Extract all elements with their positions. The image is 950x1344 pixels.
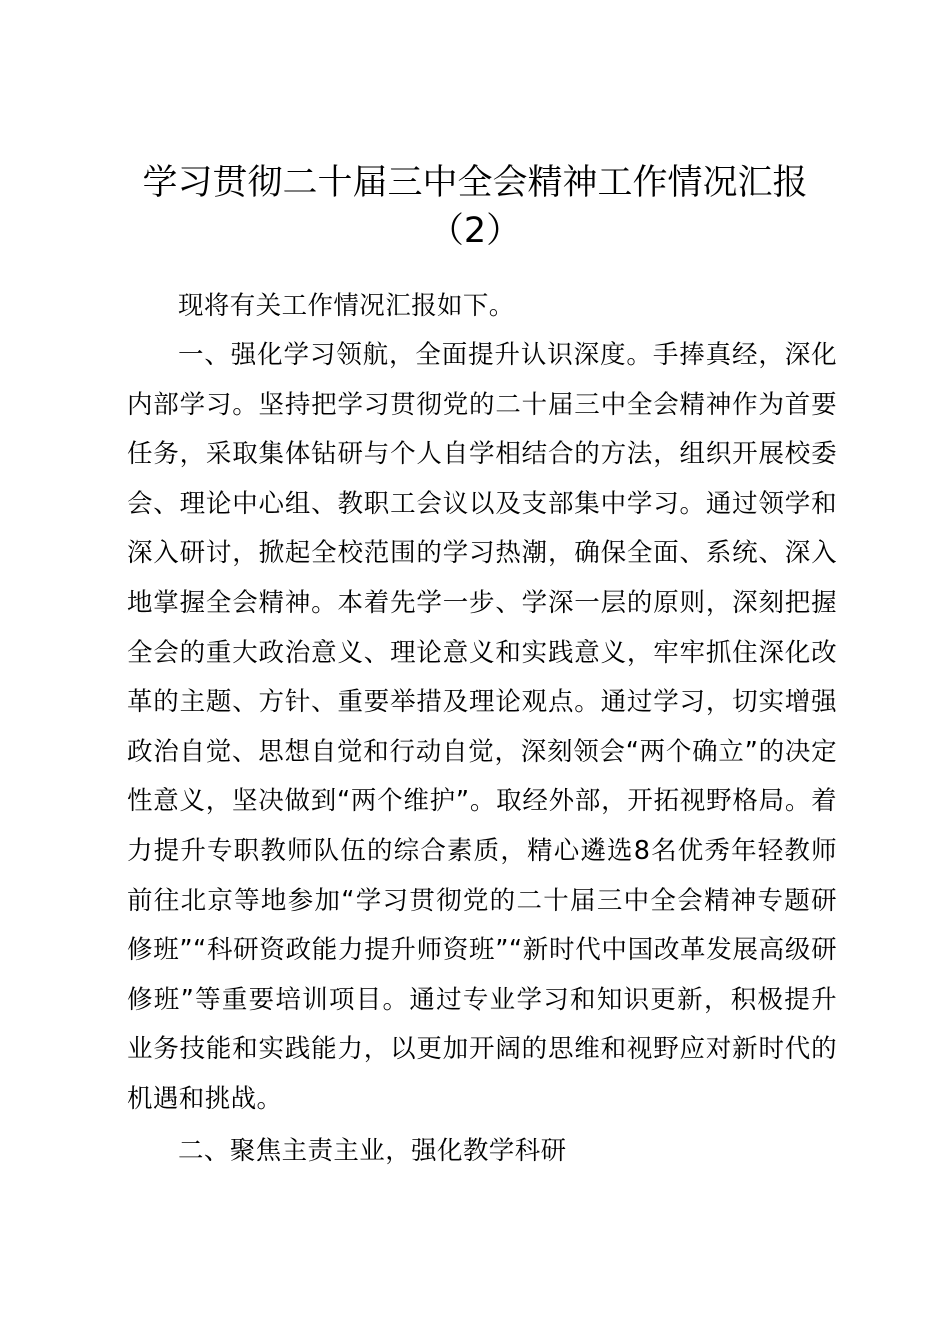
section-1-paragraph: 一、强化学习领航，全面提升认识深度。手捧真经，深化内部学习。坚持把学习贯彻党的二十届三中全会精神作为首要任务，采取集体钻研与个人自学相结合的方法，组织开展校委会、理论中心组、教职工会议以及支部集中学习。通过领学和深入研讨，掀起全校范围的学习热潮，确保全面、系统、深入地掌握全会精神。本着先学一步、学深一层的原则，深刻把握全会的重大政治意义、理论意义和实践意义，牢牢抓住深化改革的主题、方针、重要举措及理论观点。通过学习，切实增强政治自觉、思想自觉和行动自觉，深刻领会“两个确立”的决定性意义，坚决做到“两个维护”。取经外部，开拓视野格局。着力提升专职教师队伍的综合素质，精心遴选8名优秀年轻教师前往北京等地参加“学习贯彻党的二十届三中全会精神专题研修班”“科研资政能力提升师资班”“新时代中国改革发展高级研修班”等重要培训项目。通过专业学习和知识更新，积极提升业务技能和实践能力，以更加开阔的思维和视野应对新时代的机遇和挑战。: [127, 340, 837, 1114]
section-2-heading: 二、聚焦主责主业，强化教学科研: [178, 1136, 567, 1166]
document-title-number: （2）: [428, 211, 522, 251]
document-title: 学习贯彻二十届三中全会精神工作情况汇报: [142, 163, 808, 203]
intro-paragraph: 现将有关工作情况汇报如下。: [178, 291, 515, 321]
